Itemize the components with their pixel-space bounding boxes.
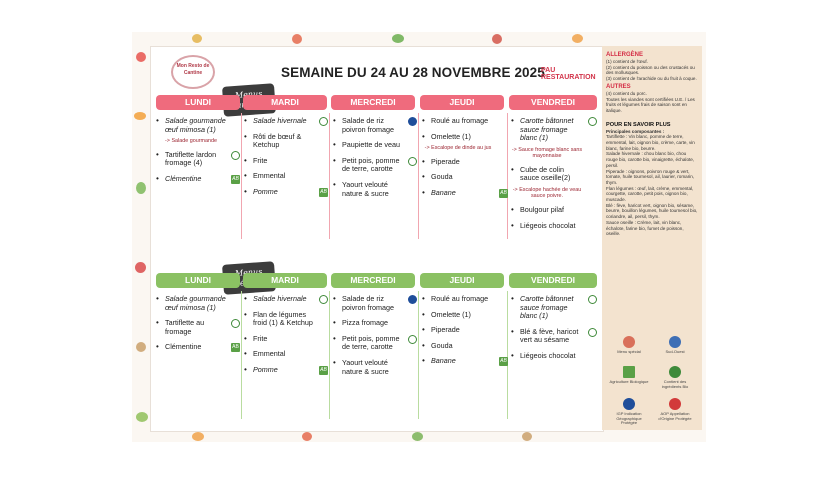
igp-icon (623, 398, 635, 410)
compo-line: Tartiflette : Vin blanc, pomme de terre, emmental, lait, oignon bio, crème, carte, vin blanc, farine bio, beurre. (606, 134, 695, 151)
menu-item: • Roulé au fromage (422, 117, 494, 126)
standard-vendredi (511, 117, 583, 237)
igp-icon (408, 117, 417, 126)
menu-item: • Carotte bâtonnet sauce fromage blanc (1) (511, 117, 583, 143)
legend-igp: IGP Indication Géographique Protégée (608, 398, 650, 426)
compo-line: Piperade : oignons, poivron rouge & vert, tomate, huile tournesol, ail, laurier, romarin, thym. (606, 168, 695, 185)
menu-item: • Paupiette de veau (333, 141, 403, 150)
day-header-vendredi: VENDREDI (509, 95, 597, 110)
menu-sheet (132, 32, 706, 442)
menu-item: • Boulgour pilaf (511, 206, 583, 215)
vegetarian-mercredi (333, 295, 403, 383)
menu-item: • Banane AB (422, 357, 494, 366)
sud-ouest-icon (319, 117, 328, 126)
menu-item: • Emmental (244, 172, 314, 181)
pepper-icon (136, 182, 146, 194)
column-divider (241, 113, 242, 239)
menu-item: • Yaourt velouté nature & sucre (333, 181, 403, 198)
column-divider (329, 113, 330, 239)
brand-bottom: RESTAURATION (541, 74, 596, 81)
menu-item: • Tartiflette au fromage (156, 319, 226, 336)
apple-icon (135, 262, 146, 273)
standard-mercredi (333, 117, 403, 205)
column-divider (418, 113, 419, 239)
menu-item: • Carotte bâtonnet sauce fromage blanc (1) (511, 295, 583, 321)
bread-icon (522, 432, 532, 441)
allergen-line: (3) contient de l'arachide ou du fruit à coque. (606, 76, 697, 82)
sud-ouest-icon (588, 295, 597, 304)
menu-item: • Frite (244, 335, 314, 344)
pepper-icon (412, 432, 423, 441)
more-title: POUR EN SAVOIR PLUS (606, 121, 671, 128)
menu-special-icon (623, 336, 635, 348)
menu-item: • Frite (244, 157, 314, 166)
organic-ab-icon: AB (320, 366, 327, 373)
sud-ouest-icon (231, 151, 240, 160)
sud-ouest-icon (588, 328, 597, 337)
menu-item: • Gouda (422, 342, 494, 351)
sud-ouest-icon (669, 336, 681, 348)
vegetarian-vendredi (511, 295, 583, 368)
compo-title: Principales composantes : (606, 128, 665, 134)
day-header-lundi: LUNDI (156, 273, 240, 288)
other-line: (4) contient du porc. (606, 90, 647, 96)
organic-ab-icon: AB (320, 188, 327, 195)
legend-ab: Agriculture Biologique (608, 366, 650, 385)
menu-item: • Tartiflette lardon fromage (4) (156, 151, 226, 168)
day-header-mercredi: MERCREDI (331, 273, 415, 288)
sud-ouest-icon (408, 157, 417, 166)
info-sidebar (602, 46, 702, 430)
menu-item: • Emmental (244, 350, 314, 359)
carrot-icon (134, 112, 146, 120)
allergen-line: (1) contient de l'œuf. (606, 59, 648, 64)
standard-jeudi (422, 116, 507, 204)
sud-ouest-icon (231, 319, 240, 328)
sud-ouest-icon (408, 335, 417, 344)
vegetarian-mardi (244, 294, 327, 382)
day-header-jeudi: JEUDI (420, 95, 504, 110)
legend-aop: AOP Appellation d'Origine Protégée (654, 398, 696, 421)
organic-ab-icon: AB (232, 175, 239, 182)
sud-ouest-icon (319, 295, 328, 304)
substitution-note: -> Escalope de dinde au jus (424, 145, 492, 152)
menu-item: • Petit pois, pomme de terre, carotte (333, 157, 403, 174)
day-header-lundi: LUNDI (156, 95, 240, 110)
menu-item: • Rôti de bœuf & Ketchup (244, 133, 314, 150)
allergen-line: (2) contient du poisson ou des crustacés ou des mollusques. (606, 64, 695, 76)
tomato-icon (302, 432, 312, 441)
compo-line: Blé : fève, haricot vert, oignon bio, sésame, beurre, bouillon légumes, huile tournesol bio, coriandre, ail, persil, thym. (606, 202, 698, 220)
menu-item: • Salade de riz poivron fromage (333, 117, 403, 134)
column-divider (507, 291, 508, 419)
menu-item: • Salade gourmande œuf mimosa (1) (156, 295, 226, 312)
bread-icon (136, 342, 146, 352)
vegetarian-lundi (156, 294, 239, 359)
menu-item: • Banane AB (422, 189, 494, 198)
menu-item: • Piperade (422, 158, 494, 167)
organic-ab-icon: AB (500, 358, 507, 365)
menu-item: • Gouda (422, 173, 494, 182)
vegetarian-jeudi (422, 294, 507, 373)
other-line: Toutes les viandes sont certifiées U.E. / Les fruits et légumes frais de saison sont en italique. (606, 96, 695, 113)
tomato-icon (292, 34, 302, 44)
menu-item: • Salade gourmande œuf mimosa (1) (156, 117, 226, 134)
legend-menu-special: Menu spécial (608, 336, 650, 355)
menu-item: • Clémentine AB (156, 175, 226, 184)
brand-logo (541, 67, 596, 81)
tomato-icon (136, 52, 146, 62)
menu-item: • Blé & fève, haricot vert au sésame (511, 328, 583, 345)
menu-item: • Pomme AB (244, 366, 314, 375)
menu-item: • Pizza fromage (333, 319, 403, 328)
allergen-title: ALLERGÈNE (606, 52, 644, 58)
menu-item: • Omelette (1) (422, 311, 494, 320)
broccoli-icon (392, 34, 404, 43)
menu-item: • Omelette (1) (422, 133, 494, 142)
other-title: AUTRES (606, 83, 631, 90)
column-divider (418, 291, 419, 419)
igp-icon (408, 295, 417, 304)
menu-item: • Liégeois chocolat (511, 222, 583, 231)
day-header-mercredi: MERCREDI (331, 95, 415, 110)
aop-icon (669, 398, 681, 410)
compo-line: Flan légumes : œuf, lait, crème, emmental, courgette, carotte, petit pois, oignon bio, muscade. (606, 185, 694, 203)
page-title: SEMAINE DU 24 AU 28 NOVEMBRE 2025 (281, 65, 545, 80)
substitution-note: -> Sauce fromage blanc sans mayonnaise (511, 146, 583, 160)
menu-item: • Pomme AB (244, 188, 314, 197)
standard-mardi (244, 116, 327, 204)
menu-item: • Liégeois chocolat (511, 352, 583, 361)
menu-item: • Roulé au fromage (422, 295, 494, 304)
carrot-icon (192, 432, 204, 441)
organic-ab-icon: AB (500, 189, 507, 196)
menu-item: • Cube de colin sauce oseille(2) (511, 166, 583, 183)
day-header-jeudi: JEUDI (420, 273, 504, 288)
column-divider (329, 291, 330, 419)
organic-ab-icon (623, 366, 635, 378)
cheese-icon (192, 34, 202, 43)
menu-item: • Piperade (422, 326, 494, 335)
menu-item: • Salade hivernale (244, 117, 314, 126)
day-header-mardi: MARDI (243, 273, 327, 288)
bio-ingredients-icon (669, 366, 681, 378)
carrot-icon (572, 34, 583, 43)
legend-bio: Contient des ingrédients Bio (654, 366, 696, 389)
menu-item: • Flan de légumes froid (1) & Ketchup (244, 311, 314, 328)
compo-line: Sauce oseille : Crème, lait, vin blanc, échalote, farine bio, fumet de poisson, oseille. (606, 219, 684, 237)
standard-lundi (156, 116, 239, 190)
apple-icon (492, 34, 502, 44)
leaf-icon (136, 412, 148, 422)
sud-ouest-icon (588, 117, 597, 126)
day-header-mardi: MARDI (243, 95, 327, 110)
column-divider (507, 113, 508, 239)
day-header-vendredi: VENDREDI (509, 273, 597, 288)
cantine-logo: Mon Resto de Cantine (171, 55, 215, 89)
menu-item: • Yaourt velouté nature & sucre (333, 359, 403, 376)
menu-item: • Salade hivernale (244, 295, 314, 304)
menu-grid (150, 46, 604, 432)
compo-line: Salade hivernale : chou blanc bio, chou rouge bio, carotte bio, vinaigrette, échalote, persil. (606, 151, 695, 168)
legend-sud-ouest: Sud-Ouest (654, 336, 696, 355)
column-divider (241, 291, 242, 419)
brand-top: PAU (541, 67, 556, 74)
menu-item: • Clémentine AB (156, 343, 226, 352)
organic-ab-icon: AB (232, 344, 239, 351)
substitution-note: -> Escalope hachée de veau sauce poivre. (512, 186, 582, 200)
menu-item: • Petit pois, pomme de terre, carotte (333, 335, 403, 352)
menu-item: • Salade de riz poivron fromage (333, 295, 403, 312)
substitution-note: -> Salade gourmande (165, 138, 217, 145)
